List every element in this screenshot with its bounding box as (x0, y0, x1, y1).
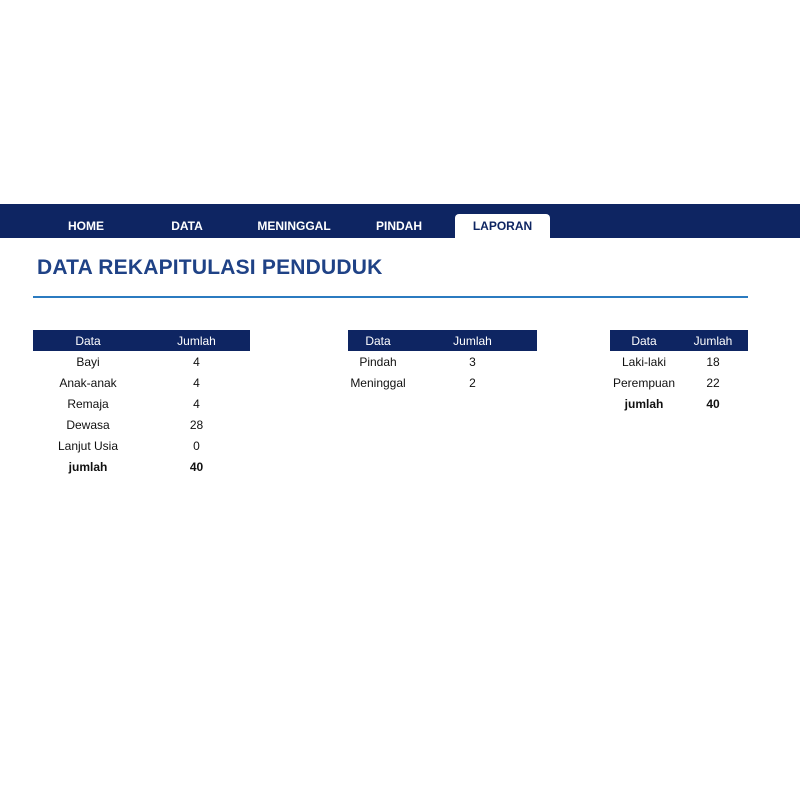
table-row (33, 393, 250, 414)
table-row (33, 372, 250, 393)
row-value: 0 (193, 438, 200, 453)
top-navbar (0, 204, 800, 238)
title-divider (33, 296, 748, 298)
table-row (33, 351, 250, 372)
row-label: Meninggal (350, 375, 406, 390)
row-value: 2 (469, 375, 476, 390)
row-value: 4 (193, 396, 200, 411)
row-label: Dewasa (66, 417, 110, 432)
page-title: DATA REKAPITULASI PENDUDUK (37, 256, 383, 279)
row-label: Pindah (359, 354, 397, 369)
column-header-data: Data (610, 330, 678, 351)
column-header-data: Data (33, 330, 143, 351)
table-total-row (33, 456, 250, 477)
table-header-row (610, 330, 748, 351)
table-row (348, 372, 537, 393)
nav-pindah[interactable]: PINDAH (375, 219, 422, 233)
table-row (610, 372, 748, 393)
row-value: 22 (706, 375, 720, 390)
row-value: 3 (469, 354, 476, 369)
column-header-jumlah: Jumlah (678, 330, 748, 351)
row-label: Remaja (67, 396, 109, 411)
row-label: Bayi (76, 354, 100, 369)
table-row (33, 435, 250, 456)
nav-meninggal[interactable]: MENINGGAL (257, 219, 331, 233)
row-label: Laki-laki (621, 354, 666, 369)
column-header-data: Data (348, 330, 408, 351)
row-label: Anak-anak (59, 375, 117, 390)
table-total-row (610, 393, 748, 414)
row-value: 28 (189, 417, 204, 432)
row-value: 4 (193, 375, 200, 390)
table-gender (610, 330, 748, 414)
total-value: 40 (189, 459, 204, 474)
row-value: 18 (706, 354, 720, 369)
table-row (33, 414, 250, 435)
total-label: jumlah (624, 396, 664, 411)
total-label: jumlah (68, 459, 108, 474)
row-label: Perempuan (612, 375, 676, 390)
table-header-row (348, 330, 537, 351)
total-value: 40 (706, 396, 720, 411)
table-mutasi (348, 330, 537, 393)
nav-home[interactable]: HOME (68, 219, 104, 233)
row-label: Lanjut Usia (57, 438, 119, 453)
table-usia (33, 330, 250, 477)
row-value: 4 (193, 354, 200, 369)
column-header-jumlah: Jumlah (408, 330, 537, 351)
table-header-row (33, 330, 250, 351)
column-header-jumlah: Jumlah (143, 330, 250, 351)
nav-laporan[interactable]: LAPORAN (455, 214, 550, 238)
nav-data[interactable]: DATA (171, 219, 203, 233)
table-row (348, 351, 537, 372)
table-row (610, 351, 748, 372)
